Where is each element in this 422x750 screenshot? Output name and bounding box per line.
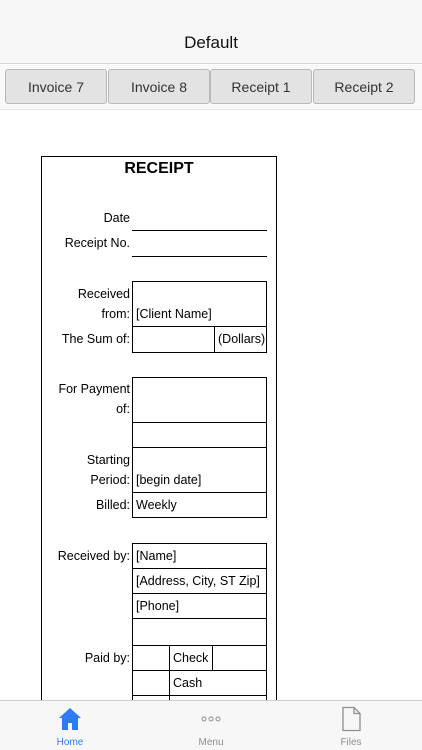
date-label: Date bbox=[103, 211, 130, 225]
period-label: Period: bbox=[90, 473, 130, 487]
name-field[interactable]: [Name] bbox=[132, 543, 267, 569]
tab-menu[interactable] bbox=[171, 701, 251, 750]
for-payment-label-2: of: bbox=[116, 402, 130, 416]
paid-by-label: Paid by: bbox=[84, 651, 130, 665]
payment-for-field-2[interactable] bbox=[132, 422, 267, 448]
page-title: Default bbox=[184, 33, 238, 52]
received-by-label: Received by: bbox=[57, 549, 130, 563]
received-from-label-2: from: bbox=[101, 307, 130, 321]
tab-files-label: Files bbox=[340, 737, 362, 748]
tab-invoice-8[interactable]: Invoice 8 bbox=[108, 69, 210, 104]
starting-label: Starting bbox=[86, 453, 130, 467]
tab-home-label: Home bbox=[56, 737, 84, 748]
tab-receipt-2[interactable]: Receipt 2 bbox=[313, 69, 415, 104]
tab-home[interactable] bbox=[30, 701, 110, 750]
tab-files[interactable] bbox=[311, 701, 391, 750]
sum-label: The Sum of: bbox=[61, 332, 130, 346]
bottom-tab-bar bbox=[0, 700, 422, 750]
check-label: Check bbox=[169, 645, 214, 671]
receipt-document[interactable] bbox=[41, 156, 277, 716]
tab-invoice-7[interactable]: Invoice 7 bbox=[5, 69, 107, 104]
receipt-no-line[interactable] bbox=[132, 256, 267, 257]
cash-label: Cash bbox=[169, 670, 267, 696]
sum-field[interactable] bbox=[132, 326, 216, 353]
receipt-no-label: Receipt No. bbox=[64, 236, 130, 250]
tab-receipt-1[interactable]: Receipt 1 bbox=[210, 69, 312, 104]
payment-for-field[interactable] bbox=[132, 377, 267, 423]
more-dots-icon bbox=[199, 706, 223, 732]
begin-date-field[interactable]: [begin date] bbox=[132, 447, 267, 493]
address-field[interactable]: [Address, City, ST Zip] bbox=[132, 568, 267, 594]
billed-field[interactable]: Weekly bbox=[132, 492, 267, 518]
client-name-field[interactable]: [Client Name] bbox=[132, 281, 267, 327]
date-line[interactable] bbox=[132, 230, 267, 231]
document-tabs bbox=[0, 65, 422, 110]
for-payment-label: For Payment bbox=[58, 382, 130, 396]
check-number-field[interactable] bbox=[212, 645, 267, 671]
phone-field[interactable]: [Phone] bbox=[132, 593, 267, 619]
navigation-bar bbox=[0, 0, 422, 64]
billed-label: Billed: bbox=[95, 498, 130, 512]
home-icon bbox=[58, 706, 82, 732]
cash-box[interactable] bbox=[132, 670, 171, 696]
check-box[interactable] bbox=[132, 645, 171, 671]
dollars-cell: (Dollars) bbox=[214, 326, 267, 353]
file-icon bbox=[339, 706, 363, 732]
blank-field[interactable] bbox=[132, 618, 267, 646]
tab-menu-label: Menu bbox=[198, 737, 224, 748]
receipt-title: RECEIPT bbox=[124, 160, 194, 177]
received-from-label: Received bbox=[77, 287, 130, 301]
